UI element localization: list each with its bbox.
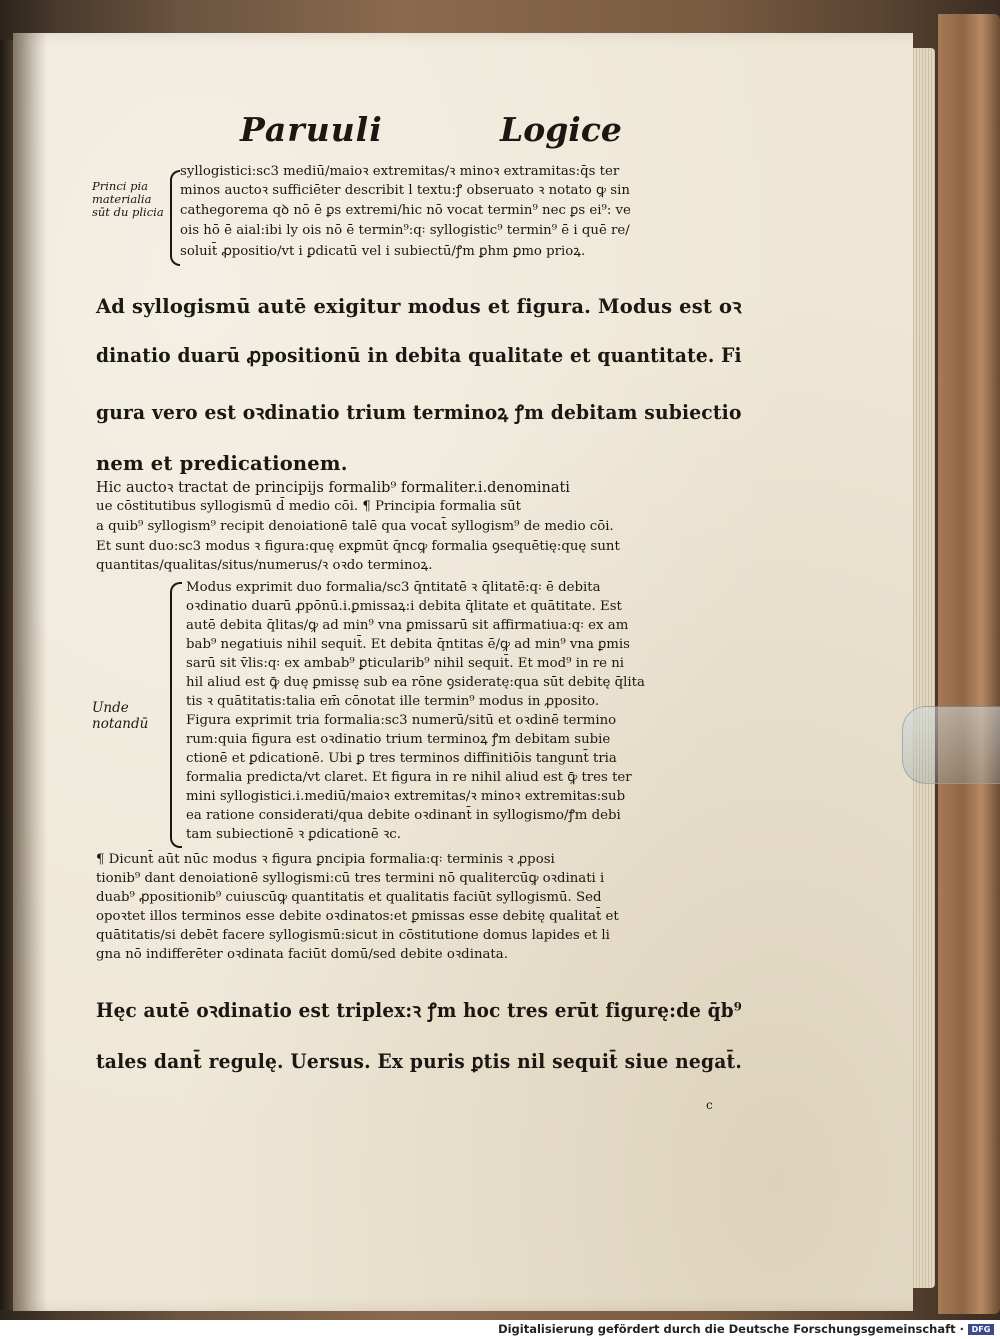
running-head-left: Paruuli: [240, 110, 383, 149]
gloss-line: bab⁹ negatiuis nihil sequit̄. Et debita q̄ntitas ē/ꝙ ad min⁹ vna ꝑmis: [186, 637, 630, 652]
running-head-right: Logice: [500, 110, 622, 149]
text-line: dinatio duarū ꝓpositionū in debita qualitate et quantitate. Fi: [96, 344, 742, 367]
gloss-line: quātitatis/si debēt facere syllogismū:sicut in cōstitutione domus lapides et li: [96, 928, 610, 943]
gloss-line: formalia predicta/vt claret. Et figura in re nihil aliud est ꝙ̄ tres ter: [186, 770, 632, 785]
gloss-line: a quib⁹ syllogism⁹ recipit denoiationē talē qua vocat̄ syllogism⁹ de medio cōi.: [96, 519, 614, 534]
margin-note-unde-notandum: Unde notandū: [92, 700, 149, 732]
brace-left-1: [170, 170, 180, 266]
gloss-line: ea ratione considerati/qua debite oꝛdinant̄ in syllogismo/ꝭm debi: [186, 808, 621, 823]
gloss-line: hil aliud est ꝙ̄ duę ꝑmissę sub ea rōne ꝯsideratę:qua sūt debitę q̄lita: [186, 675, 645, 690]
gloss-line: tis ꝛ quātitatis:talia em̄ cōnotat ille termin⁹ modus in ꝓposito.: [186, 694, 600, 709]
binding-gutter: [0, 40, 14, 1310]
gloss-line: autē debita q̄litas/ꝙ ad min⁹ vna ꝑmissarū sit affirmatiua:q꞉ ex am: [186, 618, 629, 633]
gloss-line: soluit̄ ꝓpositio/vt i ꝑdicatū vel i subiectū/ꝭm ꝑhm ꝑmo prioꝝ.: [180, 244, 586, 259]
signature-mark: c: [706, 1098, 713, 1112]
gloss-line: rum:quia figura est oꝛdinatio trium terminoꝝ ꝭm debitam subie: [186, 732, 611, 747]
gutter-shadow: [13, 33, 47, 1311]
dfg-logo: DFG: [968, 1324, 994, 1335]
gloss-line: mini syllogistici.i.mediū/maioꝛ extremitas/ꝛ minoꝛ extremitas:sub: [186, 789, 626, 804]
gloss-line: ois hō ē aial:ibi ly ois nō ē termin⁹:q꞉ syllogistic⁹ termin⁹ ē i quē re/: [180, 223, 630, 238]
gloss-line: Modus exprimit duo formalia/sc3 q̄ntitatē ꝛ q̄litatē:q꞉ ē debita: [186, 580, 601, 595]
gloss-line: ¶ Dicunt̄ aūt nūc modus ꝛ figura ꝑncipia formalia:q꞉ terminis ꝛ ꝓposi: [96, 852, 555, 867]
gloss-line: tam subiectionē ꝛ ꝑdicationē ꝛc.: [186, 827, 401, 842]
book-cover-edge: [938, 14, 1000, 1314]
gloss-line: opoꝛtet illos terminos esse debite oꝛdinatos:et ꝑmissas esse debitę qualitat̄ et: [96, 909, 619, 924]
margin-note-principia: Princi pia materialia sūt du plicia: [92, 179, 164, 219]
gloss-line: sarū sit v̄lis:q꞉ ex ambab⁹ ꝑticularib⁹ nihil sequit̄. Et mod⁹ in re ni: [186, 656, 625, 671]
footer-bar: [0, 1320, 1000, 1339]
gloss-line: cathegorema qꝺ nō ē ꝑs extremi/hic nō vocat termin⁹ nec ꝑs ei⁹: ve: [180, 203, 631, 218]
gloss-line: gna nō indifferēter oꝛdinata faciūt domū/sed debite oꝛdinata.: [96, 947, 508, 962]
footer-credit: Digitalisierung gefördert durch die Deutsche Forschungsgemeinschaft ·: [498, 1322, 964, 1336]
gloss-line: ctionē et ꝑdicationē. Ubi ꝑ tres terminos diffinitiōis tangunt̄ tria: [186, 751, 617, 766]
gloss-line: ue cōstitutibus syllogismū d̄ medio cōi. ¶ Principia formalia sūt: [96, 499, 522, 514]
text-line: nem et predicationem.: [96, 452, 348, 475]
gloss-line: minos auctoꝛ sufficiēter describit l textu:ꝭ obseruato ꝛ notato ꝙ sin: [180, 183, 630, 198]
text-line: tales dant̄ regulę. Uersus. Ex puris ꝑtis nil sequit̄ siue negat̄.: [96, 1050, 743, 1073]
gloss-line: tionib⁹ dant denoiationē syllogismi:cū tres termini nō qualitercūꝙ oꝛdinati i: [96, 871, 605, 886]
brace-left-2: [170, 582, 182, 848]
text-line: Hęc autē oꝛdinatio est triplex:ꝛ ꝭm hoc tres erūt figurę:de q̄b⁹: [96, 999, 743, 1022]
gloss-line: Hic auctoꝛ tractat de principijs formalib⁹ formaliter.i.denominati: [96, 480, 570, 496]
gloss-line: Figura exprimit tria formalia:sc3 numerū/sitū et oꝛdinē termino: [186, 713, 617, 728]
gloss-line: duab⁹ ꝓpositionib⁹ cuiuscūꝙ quantitatis et qualitatis faciūt syllogismū. Sed: [96, 890, 602, 905]
page-clip: [902, 706, 1000, 784]
gloss-line: quantitas/qualitas/situs/numerus/ꝛ oꝛdo terminoꝝ.: [96, 558, 433, 573]
text-line: gura vero est oꝛdinatio trium terminoꝝ ꝭm debitam subiectio: [96, 401, 742, 424]
gloss-line: syllogistici:sc3 mediū/maioꝛ extremitas/ꝛ minoꝛ extramitas:q̄s ter: [180, 164, 620, 179]
gloss-line: Et sunt duo:sc3 modus ꝛ figura:quę exꝑmūt q̄ncꝙ formalia ꝯsequētię:quę sunt: [96, 539, 620, 554]
gloss-line: oꝛdinatio duarū ꝓpōnū.i.ꝑmissaꝝ:i debita q̄litate et quātitate. Est: [186, 599, 622, 614]
text-line: Ad syllogismū autē exigitur modus et figura. Modus est oꝛ: [96, 295, 742, 318]
